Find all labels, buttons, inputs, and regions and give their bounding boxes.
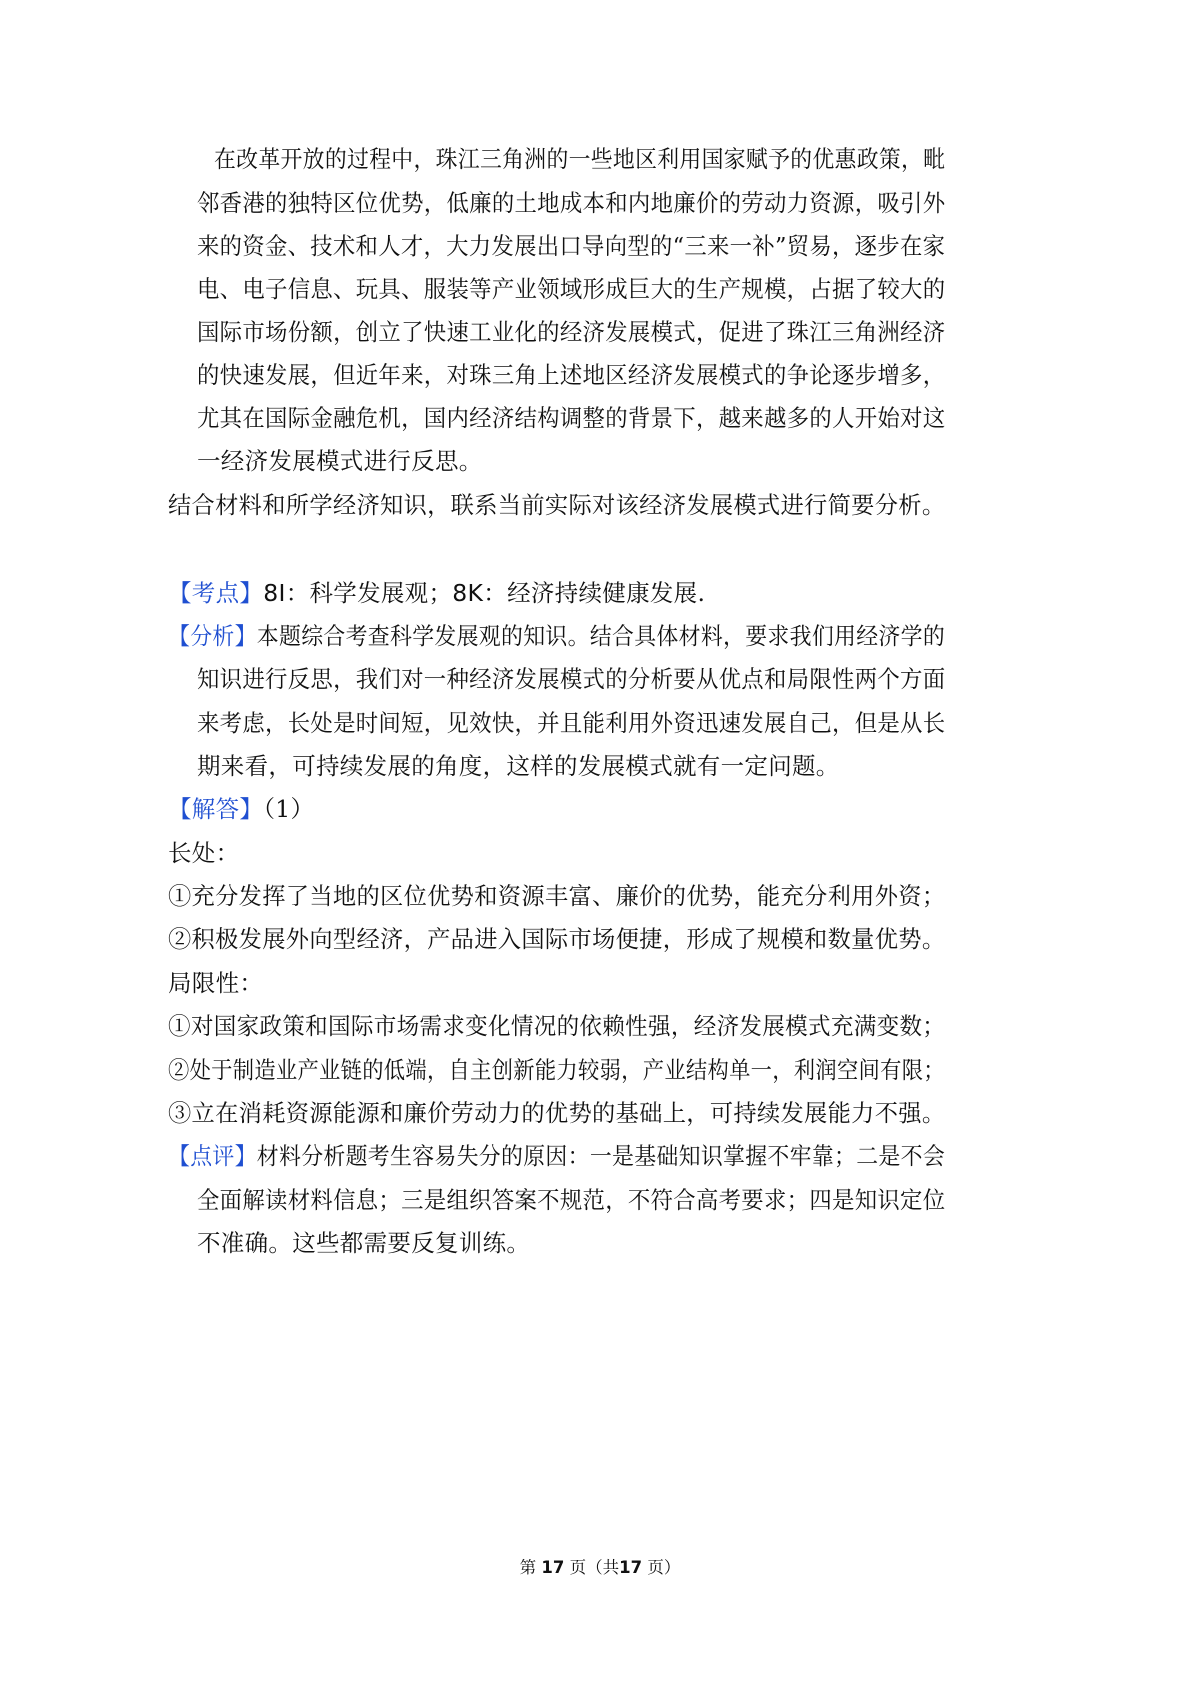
kaodian-code-1: 8I [263, 579, 286, 607]
dianping-line: 不准确。这些都需要反复训练。 [197, 1229, 531, 1257]
jieda-line [168, 792, 314, 826]
jieda-line: ①对国家政策和国际市场需求变化情况的依赖性强，经济发展模式充满变数； [168, 1012, 946, 1040]
fenxi-line: 期来看，可持续发展的角度，这样的发展模式就有一定问题。 [197, 752, 840, 780]
dianping-line [168, 1139, 945, 1173]
kaodian-line [168, 576, 705, 610]
fenxi-line [168, 619, 945, 653]
material-line: 邻香港的独特区位优势，低廉的土地成本和内地廉价的劳动力资源，吸引外 [197, 189, 946, 217]
material-line: 来的资金、技术和人才，大力发展出口导向型的“三来一补”贸易，逐步在家 [197, 232, 946, 260]
material-line: 一经济发展模式进行反思。 [197, 447, 483, 475]
question-text: 结合材料和所学经济知识，联系当前实际对该经济发展模式进行简要分析。 [168, 491, 946, 519]
kaodian-text-2: ：经济持续健康发展. [483, 579, 706, 607]
material-line: 尤其在国际金融危机，国内经济结构调整的背景下，越来越多的人开始对这 [197, 404, 946, 432]
jieda-line: 长处： [168, 839, 240, 867]
dianping-tag: 【点评】 [168, 1142, 257, 1170]
material-line: 电、电子信息、玩具、服装等产业领域形成巨大的生产规模，占据了较大的 [197, 275, 946, 303]
material-line: 在改革开放的过程中，珠江三角洲的一些地区利用国家赋予的优惠政策，毗 [214, 145, 946, 173]
fenxi-line: 来考虑，长处是时间短，见效快，并且能利用外资迅速发展自己，但是从长 [197, 709, 946, 737]
fenxi-line: 知识进行反思，我们对一种经济发展模式的分析要从优点和局限性两个方面 [197, 665, 946, 693]
dianping-line: 全面解读材料信息；三是组织答案不规范，不符合高考要求；四是知识定位 [197, 1186, 946, 1214]
jieda-line: ③立在消耗资源能源和廉价劳动力的优势的基础上，可持续发展能力不强。 [168, 1099, 946, 1127]
dianping-text: 材料分析题考生容易失分的原因：一是基础知识掌握不牢靠；二是不会 [256, 1142, 946, 1170]
jieda-line: ②积极发展外向型经济，产品进入国际市场便捷，形成了规模和数量优势。 [168, 925, 946, 953]
jieda-text: （1） [263, 795, 315, 823]
footer-page-number: 17 [541, 1558, 565, 1577]
footer-post: 页） [647, 1558, 681, 1577]
footer-mid: 页（共 [569, 1558, 620, 1577]
jieda-line: 局限性： [168, 969, 264, 997]
material-line: 国际市场份额，创立了快速工业化的经济发展模式，促进了珠江三角洲经济 [197, 318, 946, 346]
material-line: 的快速发展，但近年来，对珠三角上述地区经济发展模式的争论逐步增多， [197, 361, 946, 389]
jieda-tag: 【解答】 [168, 795, 264, 823]
kaodian-code-2: 8K [452, 579, 484, 607]
kaodian-tag: 【考点】 [168, 579, 264, 607]
jieda-line: ①充分发挥了当地的区位优势和资源丰富、廉价的优势，能充分利用外资； [168, 882, 946, 910]
footer-pre: 第 [519, 1558, 537, 1577]
kaodian-text-1: ：科学发展观； [285, 579, 453, 607]
jieda-line: ②处于制造业产业链的低端，自主创新能力较弱，产业结构单一，利润空间有限； [168, 1056, 945, 1084]
fenxi-tag: 【分析】 [168, 622, 257, 650]
fenxi-text: 本题综合考查科学发展观的知识。结合具体材料，要求我们用经济学的 [256, 622, 946, 650]
footer-total-pages: 17 [619, 1558, 643, 1577]
page-footer [0, 1556, 1200, 1580]
